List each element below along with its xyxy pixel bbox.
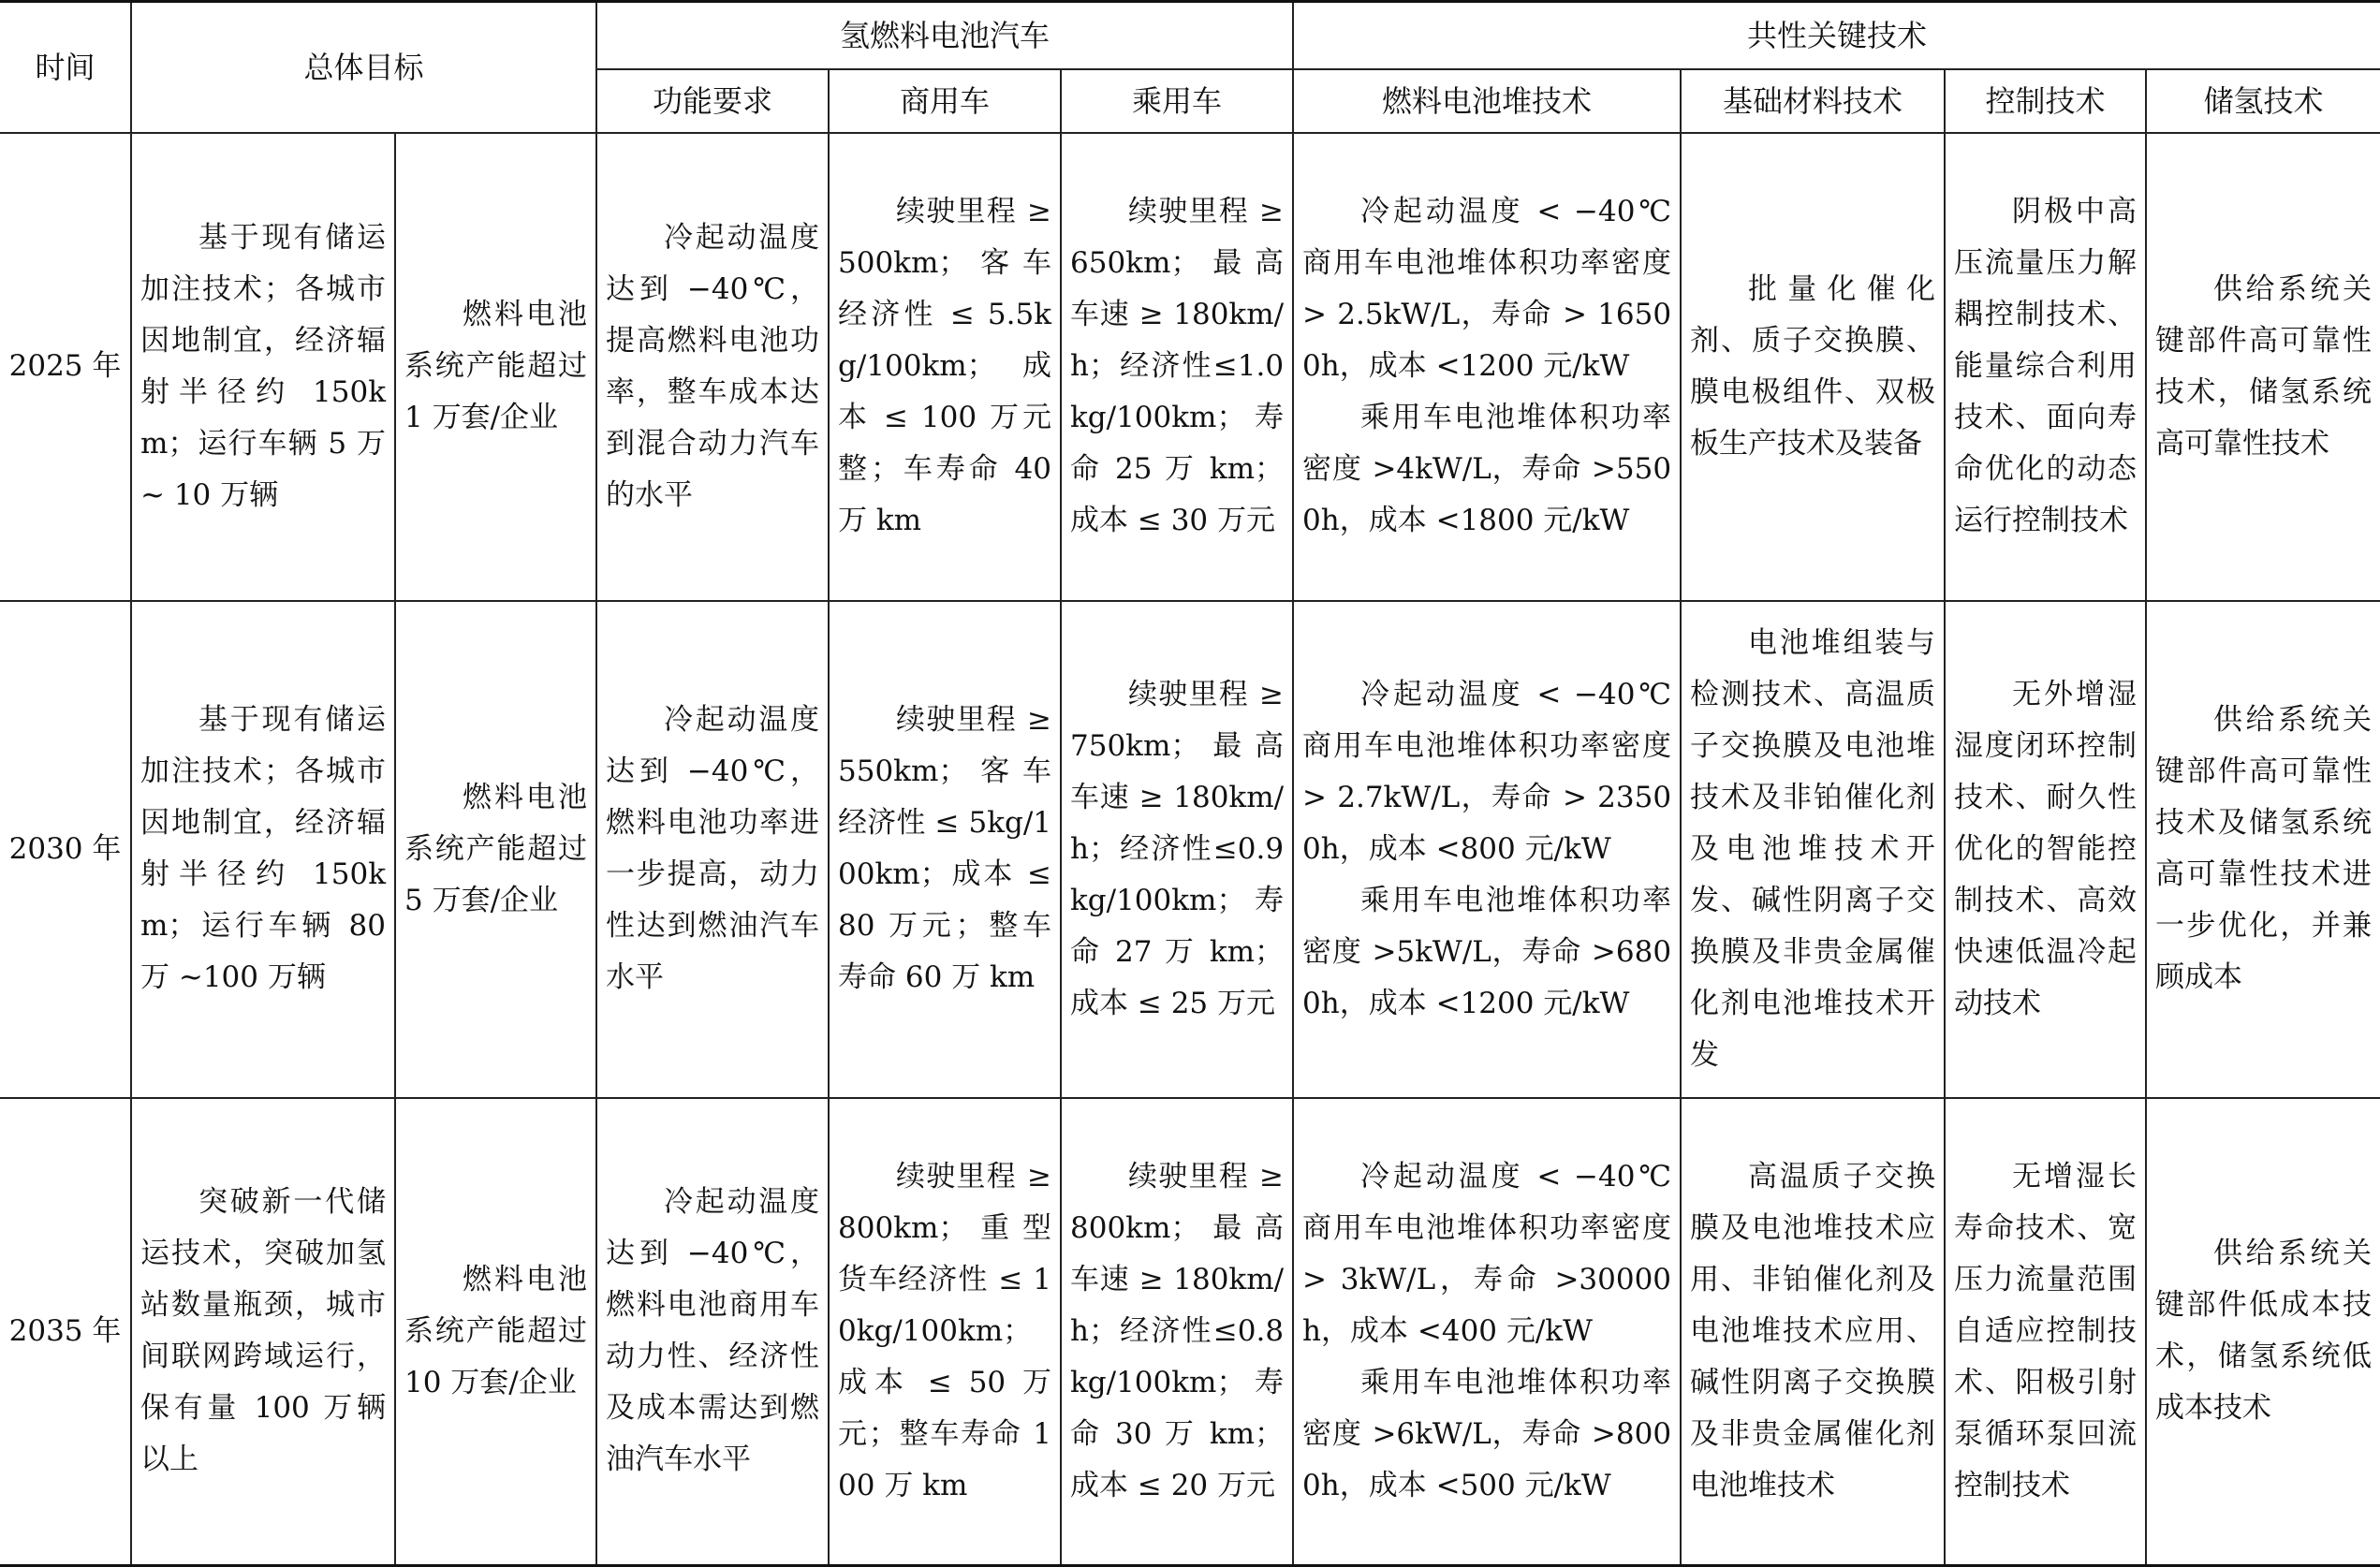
commercial-vehicle-cell: 续驶里程 ≥ 500km；客车经济性 ≤ 5.5kg/100km；成本 ≤ 100 万元整；车寿命 40 万 km <box>829 133 1061 601</box>
function-req-cell: 冷起动温度达到 −40℃，提高燃料电池功率，整车成本达到混合动力汽车的水平 <box>596 133 829 601</box>
stack-tech-cell <box>1293 1098 1681 1566</box>
header-storage-tech: 储氢技术 <box>2146 69 2380 133</box>
control-tech-cell: 阴极中高压流量压力解耦控制技术、能量综合利用技术、面向寿命优化的动态运行控制技术 <box>1945 133 2146 601</box>
header-control-tech: 控制技术 <box>1945 69 2146 133</box>
commercial-vehicle-cell: 续驶里程 ≥ 550km；客车经济性 ≤ 5kg/100km；成本 ≤ 80 万元；整车寿命 60 万 km <box>829 601 1061 1098</box>
storage-tech-cell: 供给系统关键部件低成本技术，储氢系统低成本技术 <box>2146 1098 2380 1566</box>
goal-capacity-cell: 燃料电池系统产能超过 5 万套/企业 <box>395 601 596 1098</box>
stack-passenger-text: 乘用车电池堆体积功率密度 >4kW/L，寿命 >5500h，成本 <1800 元/kW <box>1302 401 1672 537</box>
header-time: 时间 <box>0 2 131 133</box>
header-fcv: 氢燃料电池汽车 <box>596 2 1293 69</box>
year-cell: 2030 年 <box>0 601 131 1098</box>
passenger-vehicle-cell: 续驶里程 ≥ 650km；最高车速 ≥ 180km/h；经济性≤1.0kg/100km；寿命 25 万 km；成本 ≤ 30 万元 <box>1061 133 1293 601</box>
stack-commercial-text: 冷起动温度 < −40℃ 商用车电池堆体积功率密度 > 2.7kW/L，寿命 > 23500h，成本 <800 元/kW <box>1302 677 1672 866</box>
table-row <box>0 601 2380 1098</box>
header-stack-tech: 燃料电池堆技术 <box>1293 69 1681 133</box>
function-req-cell: 冷起动温度达到 −40℃，燃料电池功率进一步提高，动力性达到燃油汽车水平 <box>596 601 829 1098</box>
passenger-vehicle-cell: 续驶里程 ≥ 800km；最高车速 ≥ 180km/h；经济性≤0.8kg/100km；寿命 30 万 km；成本 ≤ 20 万元 <box>1061 1098 1293 1566</box>
stack-tech-cell <box>1293 133 1681 601</box>
header-passenger: 乘用车 <box>1061 69 1293 133</box>
year-cell: 2025 年 <box>0 133 131 601</box>
table-row <box>0 1098 2380 1566</box>
passenger-vehicle-cell: 续驶里程 ≥ 750km；最高车速 ≥ 180km/h；经济性≤0.9kg/100km；寿命 27 万 km；成本 ≤ 25 万元 <box>1061 601 1293 1098</box>
goal-infrastructure-cell: 基于现有储运加注技术；各城市因地制宜，经济辐射半径约 150km；运行车辆 5 万 ~ 10 万辆 <box>131 133 395 601</box>
control-tech-cell: 无外增湿湿度闭环控制技术、耐久性优化的智能控制技术、高效快速低温冷起动技术 <box>1945 601 2146 1098</box>
stack-passenger-text: 乘用车电池堆体积功率密度 >5kW/L，寿命 >6800h，成本 <1200 元/kW <box>1302 883 1672 1020</box>
header-material-tech: 基础材料技术 <box>1681 69 1945 133</box>
stack-commercial-text: 冷起动温度 < −40℃ 商用车电池堆体积功率密度 > 3kW/L，寿命 >30000h，成本 <400 元/kW <box>1302 1159 1672 1348</box>
goal-capacity-cell: 燃料电池系统产能超过 1 万套/企业 <box>395 133 596 601</box>
commercial-vehicle-cell: 续驶里程 ≥ 800km；重型货车经济性 ≤ 10kg/100km；成本 ≤ 50 万元；整车寿命 100 万 km <box>829 1098 1061 1566</box>
storage-tech-cell: 供给系统关键部件高可靠性技术及储氢系统高可靠性技术进一步优化，并兼顾成本 <box>2146 601 2380 1098</box>
stack-tech-cell <box>1293 601 1681 1098</box>
stack-commercial-text: 冷起动温度 < −40℃ 商用车电池堆体积功率密度 > 2.5kW/L，寿命 > 16500h，成本 <1200 元/kW <box>1302 195 1672 383</box>
material-tech-cell: 电池堆组装与检测技术、高温质子交换膜及电池堆技术及非铂催化剂及电池堆技术开发、碱性阴离子交换膜及非贵金属催化剂电池堆技术开发 <box>1681 601 1945 1098</box>
header-commercial: 商用车 <box>829 69 1061 133</box>
function-req-cell: 冷起动温度达到 −40℃，燃料电池商用车动力性、经济性及成本需达到燃油汽车水平 <box>596 1098 829 1566</box>
header-overall-goal: 总体目标 <box>131 2 596 133</box>
goal-infrastructure-cell: 基于现有储运加注技术；各城市因地制宜，经济辐射半径约 150km；运行车辆 80 万 ~100 万辆 <box>131 601 395 1098</box>
header-common-tech: 共性关键技术 <box>1293 2 2380 69</box>
control-tech-cell: 无增湿长寿命技术、宽压力流量范围自适应控制技术、阳极引射泵循环泵回流控制技术 <box>1945 1098 2146 1566</box>
material-tech-cell: 批量化催化剂、质子交换膜、膜电极组件、双极板生产技术及装备 <box>1681 133 1945 601</box>
goal-infrastructure-cell: 突破新一代储运技术，突破加氢站数量瓶颈，城市间联网跨域运行，保有量 100 万辆以上 <box>131 1098 395 1566</box>
year-cell: 2035 年 <box>0 1098 131 1566</box>
header-function-req: 功能要求 <box>596 69 829 133</box>
table-row <box>0 133 2380 601</box>
stack-passenger-text: 乘用车电池堆体积功率密度 >6kW/L，寿命 >8000h，成本 <500 元/kW <box>1302 1365 1672 1502</box>
storage-tech-cell: 供给系统关键部件高可靠性技术，储氢系统高可靠性技术 <box>2146 133 2380 601</box>
material-tech-cell: 高温质子交换膜及电池堆技术应用、非铂催化剂及电池堆技术应用、碱性阴离子交换膜及非贵金属催化剂电池堆技术 <box>1681 1098 1945 1566</box>
goal-capacity-cell: 燃料电池系统产能超过 10 万套/企业 <box>395 1098 596 1566</box>
